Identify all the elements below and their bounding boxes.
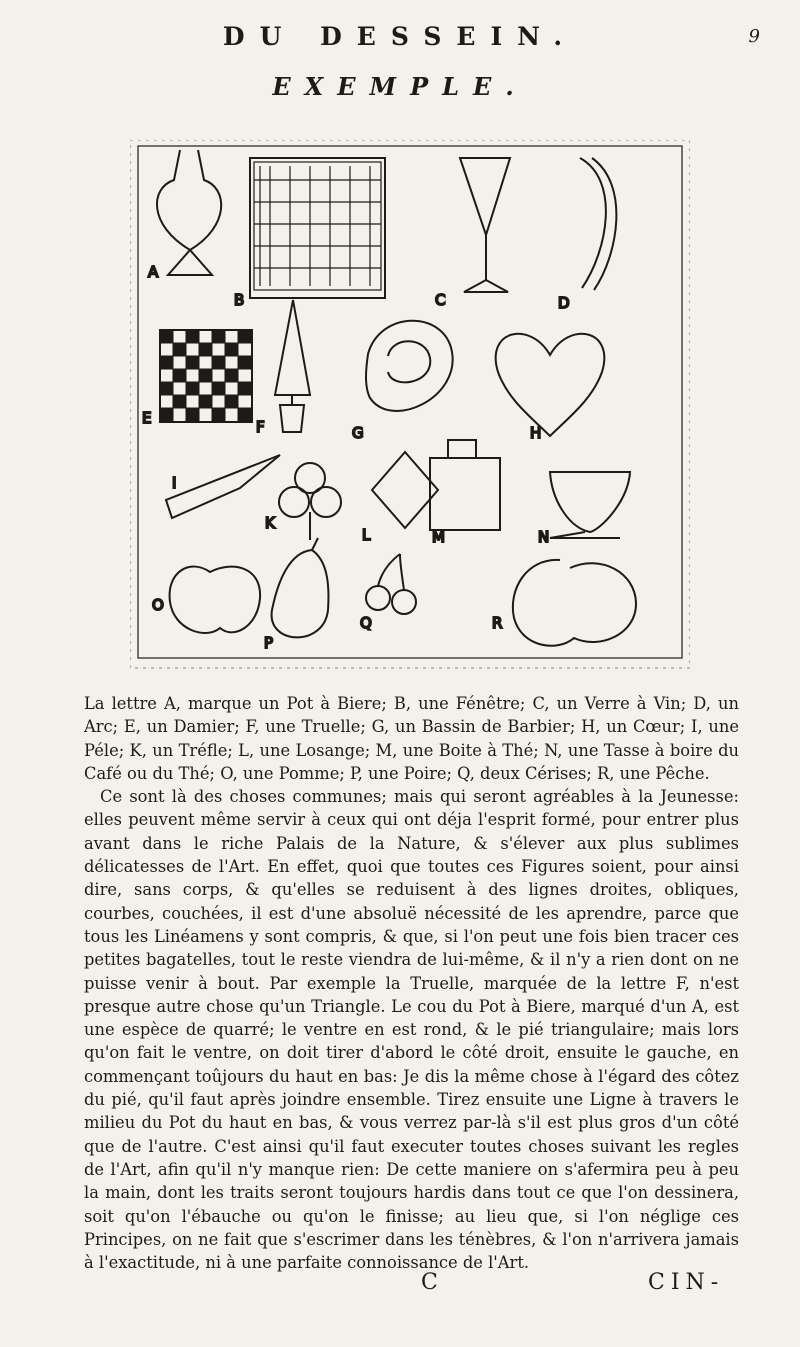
figure-label-b: B (234, 291, 245, 309)
checkerboard-figure (160, 330, 252, 422)
page-footer (0, 1270, 800, 1310)
figure-label-h: H (530, 424, 542, 442)
figure-label-m: M (432, 528, 445, 546)
figure-label-r: R (492, 614, 503, 632)
figure-label-p: P (264, 634, 274, 652)
window-figure (250, 158, 385, 298)
figure-label-q: Q (360, 614, 372, 632)
pear-figure (272, 538, 329, 637)
running-title: DU DESSEIN. (222, 22, 578, 51)
apple-figure (170, 567, 261, 633)
section-title: EXEMPLE. (272, 72, 528, 101)
figure-label-e: E (142, 409, 152, 427)
figure-label-f: F (256, 418, 265, 436)
page-number: 9 (748, 26, 760, 47)
engraved-plate (130, 140, 690, 680)
wine-glass-figure (460, 158, 510, 292)
heart-figure (496, 334, 605, 436)
figure-label-a: A (148, 263, 159, 281)
plate-illustration (130, 140, 690, 680)
figure-label-i: I (172, 474, 177, 492)
figure-label-c: C (435, 291, 446, 309)
beer-pot-figure (157, 150, 221, 275)
trowel-figure (275, 300, 310, 432)
paragraph-commentary: Ce sont là des choses communes; mais qui seront agréables à la Jeunesse: elles peuvent même servir à ceux qui ont déja l'esprit formé, pour entrer plus avant dans le riche Palais de la Nature, & s'élever aux plus sublimes délicatesses de l'Art. En effet, quoi que toutes ces Figures soient, pour ainsi dire, sans corps, & qu'elles se reduisent à des lignes droites, obliques, courbes, couchées, il est d'une absoluë nécessité de les aprendre, parce que tous les Linéamens y sont compris, & que, si l'on peut une fois bien tracer ces petites bagatelles, tout le reste viendra de lui-même, & il n'y a rien dont on ne puisse venir à bout. Par exemple la Truelle, marquée de la lettre F, n'est presque autre chose qu'un Triangle. Le cou du Pot à Biere, marqué d'un A, est une espèce de quarré; le ventre en est rond, & le pié triangulaire; mais lors qu'on fait le ventre, on doit tirer d'abord le côté droit, ensuite le gauche, en commençant toûjours du haut en bas: Je dis la même chose à l'égard des côtez du pié, qu'il faut après joindre ensemble. Tirez ensuite une Ligne à travers le milieu du Pot du haut en bas, & vous verrez par-là s'il est plus gros d'un côté que de l'autre. C'est ainsi qu'il faut executer toutes choses suivant les regles de l'Art, afin qu'il n'y manque rien: De cette maniere on s'afermira peu à peu la main, dont les traits seront toujours hardis dans tout ce que l'on dessinera, soit qu'on l'ébauche ou qu'on le finisse; au lieu que, si l'on néglige ces Principes, on ne fait que s'escrimer dans les ténèbres, & l'on n'arrivera jamais à l'exactitude, ni à une parfaite connoissance de l'Art. (84, 787, 739, 1273)
signature-mark: C (421, 1270, 438, 1295)
tea-box-figure (430, 440, 500, 530)
figure-label-d: D (558, 294, 570, 312)
paragraph-legend: La lettre A, marque un Pot à Biere; B, une Fénêtre; C, un Verre à Vin; D, un Arc; E, un Damier; F, une Truelle; G, un Bassin de Barbier; H, un Cœur; I, une Péle; K, un Tréfle; L, une Losange; M, une Boite à Thé; N, une Tasse à boire du Café ou du Thé; O, une Pomme; P, une Poire; Q, deux Cérises; R, une Pêche. (84, 694, 739, 783)
running-head (0, 22, 800, 70)
lozenge-figure (372, 452, 438, 528)
shovel-figure (166, 455, 280, 518)
arch-figure (580, 158, 616, 290)
trefoil-figure (279, 463, 341, 540)
peach-figure (513, 560, 636, 646)
figure-label-n: N (538, 528, 550, 546)
figure-label-o: O (152, 596, 164, 614)
catchword: CIN- (648, 1270, 725, 1295)
figure-label-g: G (352, 424, 364, 442)
plate-border (138, 146, 682, 658)
cherries-figure (366, 554, 416, 614)
cup-figure (550, 472, 630, 538)
figure-label-l: L (362, 526, 371, 544)
barber-basin-figure (366, 321, 453, 411)
body-text (84, 692, 739, 1274)
figure-label-k: K (265, 514, 275, 532)
